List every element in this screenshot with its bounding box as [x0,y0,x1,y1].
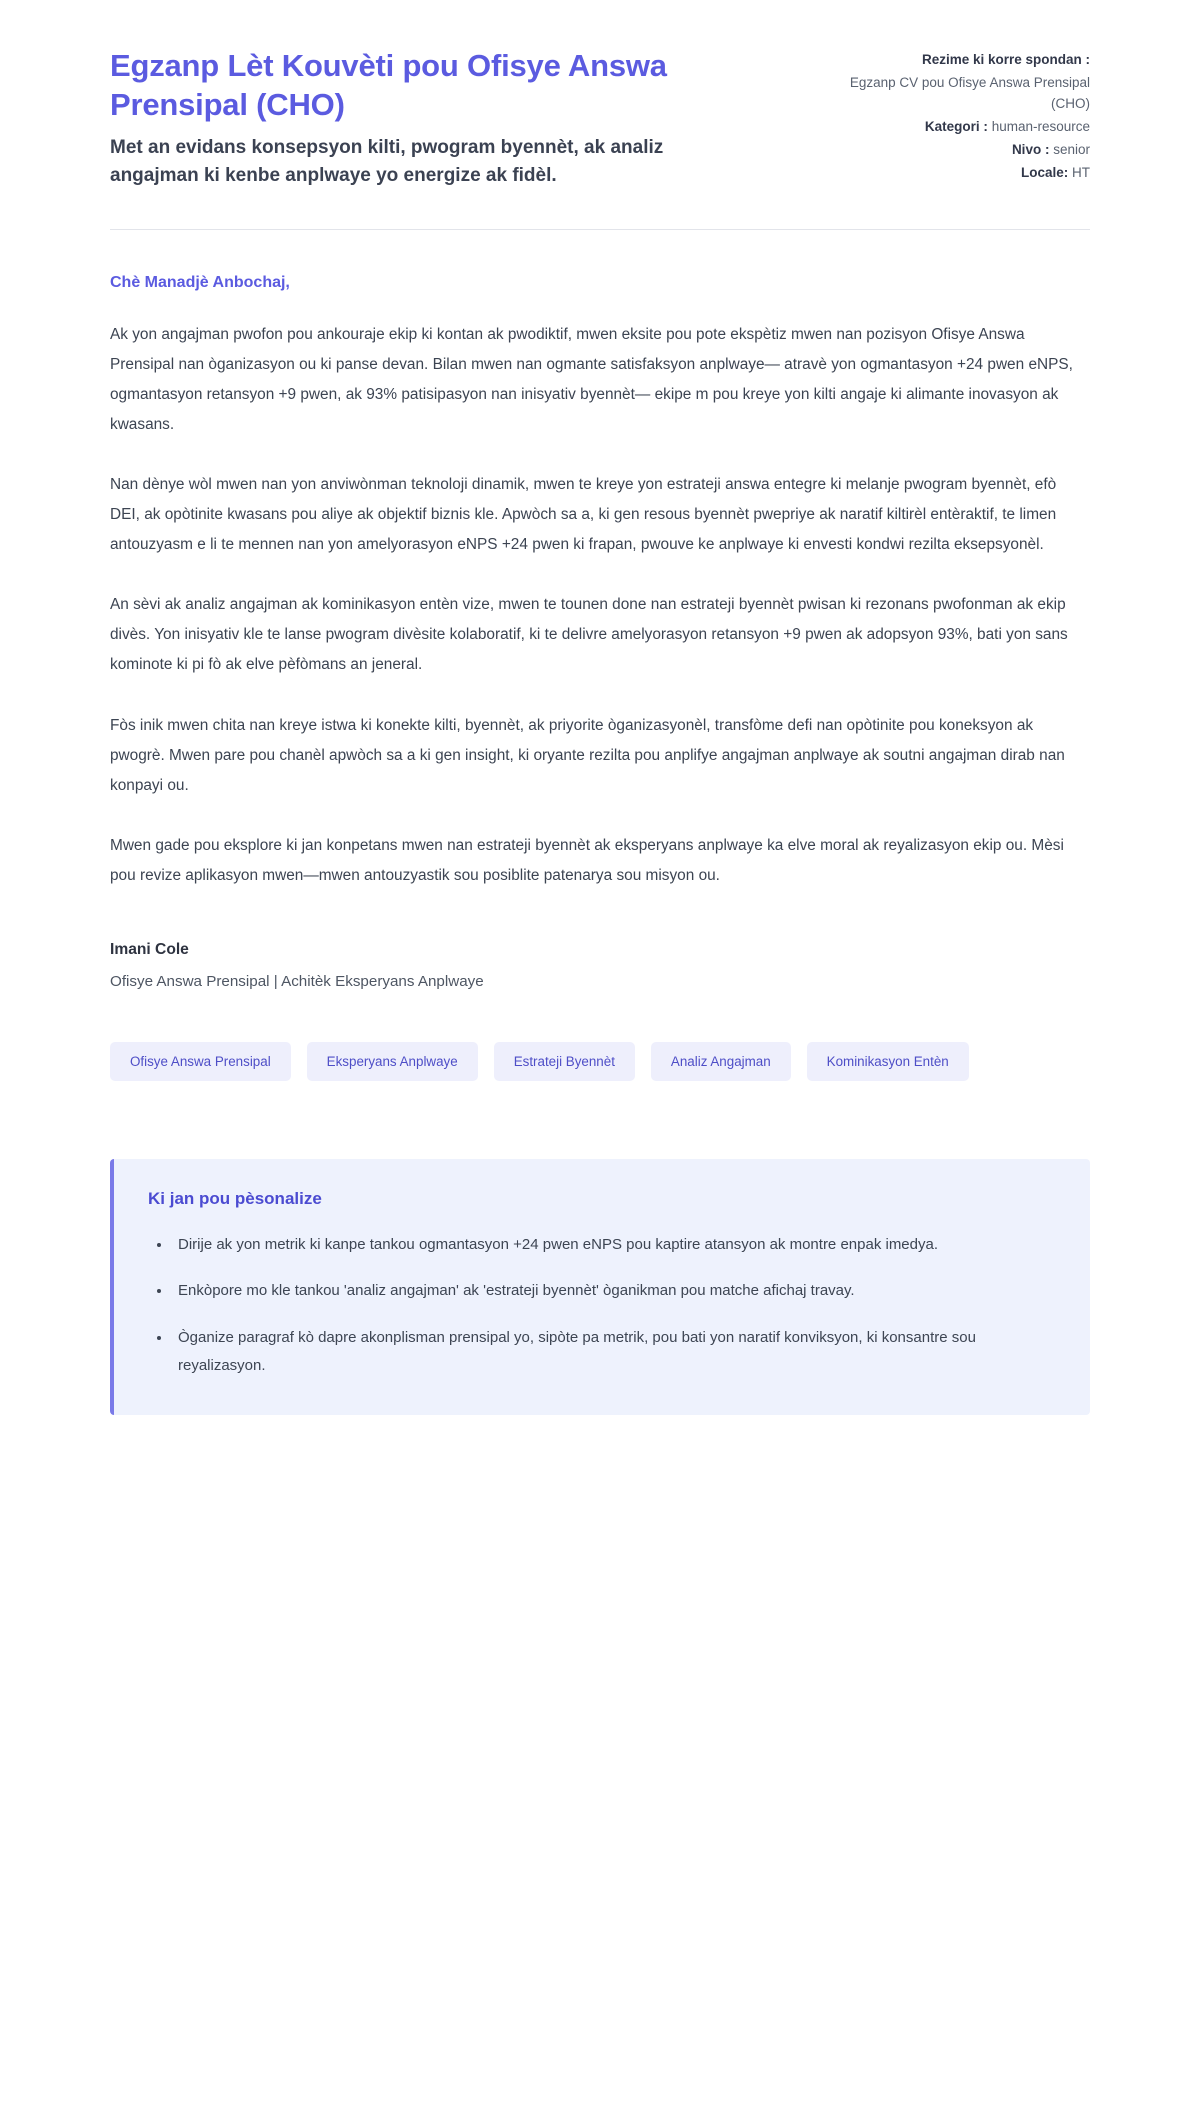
tips-title: Ki jan pou pèsonalize [148,1188,322,1208]
header-text-block [110,46,790,189]
meta-row-category [830,117,1090,138]
tips-list-item: • Dirije ak yon metrik ki kanpe tankou ogmantasyon +24 pwen eNPS pou kaptire atansyon ak montre enpak imedya. [172,1231,1056,1260]
meta-label-level: Nivo : [1011,141,1050,157]
tips-list-item: • Òganize paragraf kò dapre akonplisman prensipal yo, sipòte pa metrik, pou bati yon naratif konviksyon, ki konsantre sou reyalizasyon. [172,1324,1056,1381]
meta-value-category: human-resource [991,118,1090,134]
meta-value-level: senior [1053,141,1090,157]
meta-label-category: Kategori : [924,118,988,134]
letter-body [110,230,1090,989]
tips-list [148,1231,1056,1381]
tag-item[interactable]: Ofisye Answa Prensipal [110,1042,291,1081]
tag-item[interactable]: Estrateji Byennèt [494,1042,635,1081]
meta-row-locale [830,163,1090,184]
meta-row-resume [830,50,1090,71]
tag-item[interactable]: Analiz Angajman [651,1042,791,1081]
meta-value-resume-text: Egzanp CV pou Ofisye Answa Prensipal (CHO) [849,74,1090,111]
letter-paragraph: Fòs inik mwen chita nan kreye istwa ki konekte kilti, byennèt, ak priyorite òganizasyonèl, transfòme defi nan opòtinite pou koneksyon ak pwogrè. Mwen pare pou chanèl apwòch sa a ki gen insight, ki oryante rezilta pou anplifye angajman anplwaye ak soutni angajman dirab nan konpayi ou. [110,716,1065,794]
meta-row-level [830,140,1090,161]
signature-role: Ofisye Answa Prensipal | Achitèk Eksperyans Anplwaye [110,972,484,990]
letter-paragraph: Mwen gade pou eksplore ki jan konpetans mwen nan estrateji byennèt ak eksperyans anplwaye ka elve moral ak reyalizasyon ekip ou. Mèsi pou revize aplikasyon mwen—mwen antouzyastik sou posiblite patenarya sou misyon ou. [110,836,1064,884]
document-header [110,46,1090,189]
document-metadata [830,46,1090,186]
tag-item[interactable]: Kominikasyon Entèn [807,1042,969,1081]
signature-name: Imani Cole [110,940,189,958]
tag-list [110,1042,1090,1081]
meta-value-resume [830,73,1090,115]
tips-list-item: • Enkòpore mo kle tankou 'analiz angajman' ak 'estrateji byennèt' òganikman pou matche afichaj travay. [172,1277,1056,1306]
tag-item[interactable]: Eksperyans Anplwaye [307,1042,478,1081]
signature-block [110,941,1090,990]
meta-label-resume: Rezime ki korre spondan : [921,52,1090,67]
letter-paragraph: Nan dènye wòl mwen nan yon anviwònman teknoloji dinamik, mwen te kreye yon estrateji answa entegre ki melanje pwogram byennèt, efò DEI, ak opòtinite kwasans pou aliye ak objektif biznis kle. Apwòch sa a, ki gen resous byennèt pwepriye ak naratif kiltirèl entèraktif, te limen antouzyasm e li te mennen nan yon amelyorasyon eNPS +24 pwen ki frapan, pwouve ke anplwaye ki envesti kondwi rezilta eksepsyonèl. [110,476,1057,554]
letter-paragraph: Ak yon angajman pwofon pou ankouraje ekip ki kontan ak pwodiktif, mwen eksite pou pote ekspètiz mwen nan pozisyon Ofisye Answa Prensipal nan òganizasyon ou ki panse devan. Bilan mwen nan ogmante satisfaksyon anplwaye— atravè yon ogmantasyon +24 pwen eNPS, ogmantasyon retansyon +9 pwen, ak 93% patisipasyon nan inisyativ byennèt— ekipe m pou kreye yon kilti angaje ki alimante inovasyon ak kwasans. [110,326,1073,434]
page-subtitle: Met an evidans konsepsyon kilti, pwogram byennèt, ak analiz angajman ki kenbe anplwaye yo energize ak fidèl. [110,137,664,186]
meta-value-locale: HT [1072,164,1090,180]
meta-label-locale: Locale: [1020,164,1069,180]
letter-salutation: Chè Manadjè Anbochaj, [110,274,290,292]
personalization-tips-card [110,1159,1090,1415]
letter-paragraph: An sèvi ak analiz angajman ak kominikasyon entèn vize, mwen te tounen done nan estrateji byennèt pwisan ki rezonans pwofonman ak ekip divès. Yon inisyativ kle te lanse pwogram divèsite kolaboratif, ki te delivre amelyorasyon retansyon +9 pwen ak adopsyon 93%, bati yon sans kominote ki pi fò ak elve pèfòmans an jeneral. [110,596,1068,674]
page-title: Egzanp Lèt Kouvèti pou Ofisye Answa Prensipal (CHO) [110,48,667,123]
